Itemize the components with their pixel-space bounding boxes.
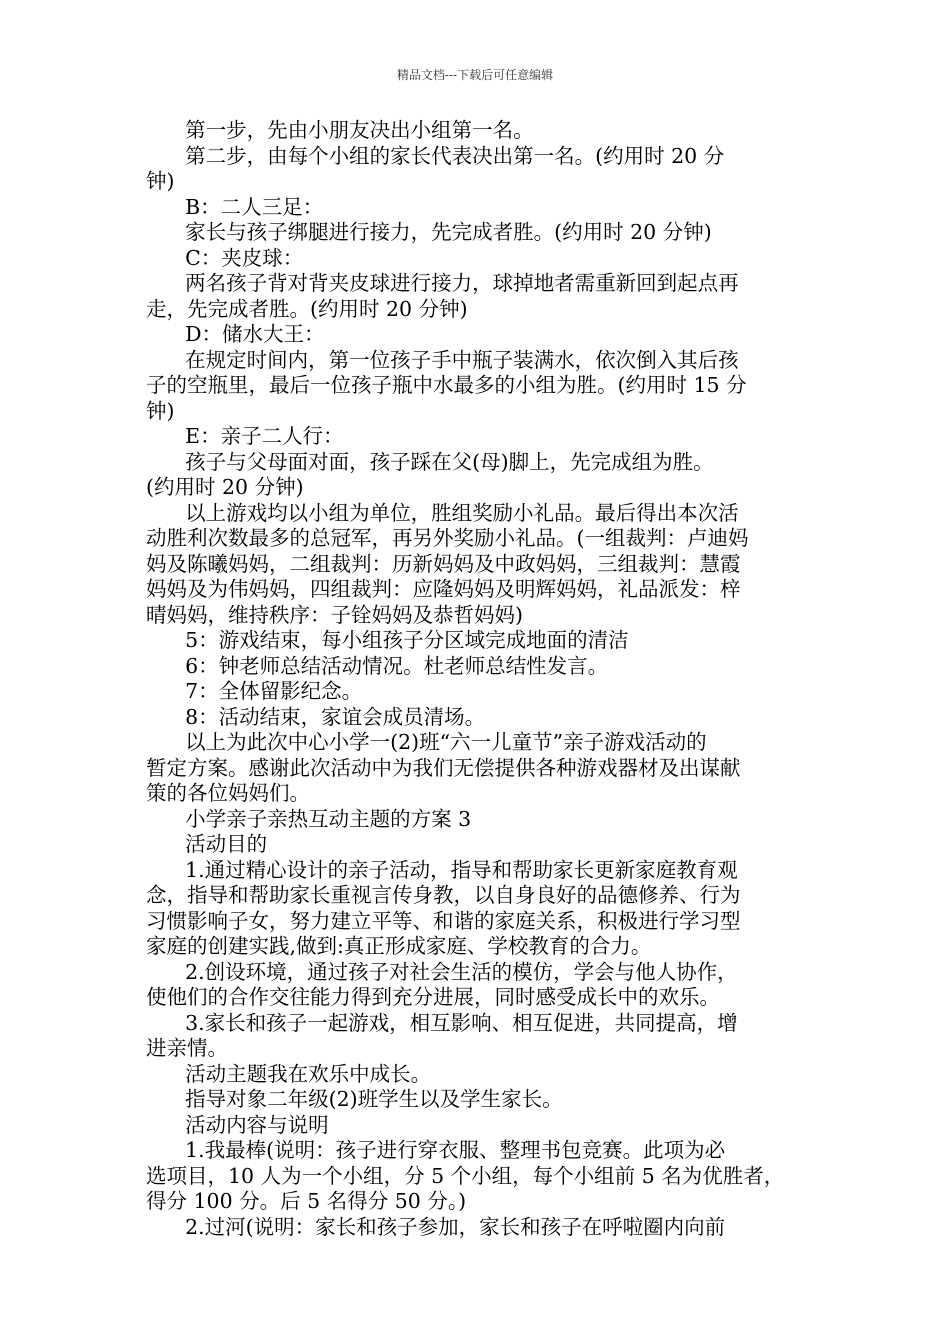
text-line: D：储水大王： — [146, 322, 325, 346]
text-line: 钟) — [146, 169, 175, 193]
text-line: 1.我最棒(说明：孩子进行穿衣服、整理书包竞赛。此项为必 — [146, 1138, 726, 1162]
text-line: 家庭的创建实践,做到:真正形成家庭、学校教育的合力。 — [146, 934, 652, 958]
text-line: 使他们的合作交往能力得到充分进展，同时感受成长中的欢乐。 — [146, 985, 720, 1009]
text-line: 进亲情。 — [146, 1036, 228, 1060]
text-line: 3.家长和孩子一起游戏，相互影响、相互促进，共同提高，增 — [146, 1010, 738, 1035]
text-line: 1.通过精心设计的亲子活动，指导和帮助家长更新家庭教育观 — [146, 857, 738, 882]
text-line: 5：游戏结束，每小组孩子分区域完成地面的清洁 — [146, 628, 629, 652]
text-line: 以上为此次中心小学一(2)班“六一儿童节”亲子游戏活动的 — [146, 730, 707, 754]
text-line: 8：活动结束，家谊会成员清场。 — [146, 704, 486, 729]
text-line: 以上游戏均以小组为单位，胜组奖励小礼品。最后得出本次活 — [146, 500, 739, 525]
text-line: 选项目，10 人为一个小组，分 5 个小组，每个小组前 5 名为优胜者， — [146, 1163, 785, 1188]
text-line: 妈妈及为伟妈妈，四组裁判：应隆妈妈及明辉妈妈，礼品派发：梓 — [146, 577, 741, 601]
text-line: 妈及陈曦妈妈，二组裁判：历新妈妈及中政妈妈，三组裁判：慧霞 — [146, 551, 741, 576]
text-line: 晴妈妈，维持秩序：子铨妈妈及恭哲妈妈) — [146, 602, 523, 627]
section-heading: 小学亲子亲热互动主题的方案 3 — [146, 806, 472, 831]
text-line: 2.过河(说明：家长和孩子参加，家长和孩子在呼啦圈内向前 — [146, 1214, 726, 1239]
text-line: 6：钟老师总结活动情况。杜老师总结性发言。 — [146, 653, 609, 678]
text-line: 走，先完成者胜。(约用时 20 分钟) — [146, 296, 468, 321]
text-line: 习惯影响子女，努力建立平等、和谐的家庭关系，积极进行学习型 — [146, 908, 741, 933]
text-line: 指导对象二年级(2)班学生以及学生家长。 — [146, 1087, 563, 1111]
text-line: 2.创设环境，通过孩子对社会生活的模仿，学会与他人协作， — [146, 959, 738, 984]
text-line: 在规定时间内，第一位孩子手中瓶子装满水，依次倒入其后孩 — [146, 347, 739, 372]
text-line: 家长与孩子绑腿进行接力，先完成者胜。(约用时 20 分钟) — [146, 220, 712, 244]
text-line: 活动目的 — [146, 832, 268, 856]
text-line: 暂定方案。感谢此次活动中为我们无偿提供各种游戏器材及出谋献 — [146, 755, 741, 780]
text-line: B：二人三足： — [146, 194, 324, 219]
text-line: (约用时 20 分钟) — [146, 475, 304, 499]
page-header: 精品文档---下载后可任意编辑 — [396, 68, 554, 82]
text-line: 活动主题我在欢乐中成长。 — [146, 1061, 432, 1086]
text-line: E：亲子二人行： — [146, 424, 344, 448]
text-line: 两名孩子背对背夹皮球进行接力，球掉地者需重新回到起点再 — [146, 271, 739, 295]
text-line: 7：全体留影纪念。 — [146, 679, 363, 703]
document-body — [146, 118, 806, 1240]
text-line: 孩子与父母面对面，孩子踩在父(母)脚上，先完成组为胜。 — [146, 449, 714, 474]
text-line: 策的各位妈妈们。 — [146, 781, 310, 805]
text-line: 动胜利次数最多的总冠军，再另外奖励小礼品。(一组裁判：卢迪妈 — [146, 526, 749, 550]
text-line: 第一步，先由小朋友决出小组第一名。 — [146, 118, 534, 142]
text-line: 得分 100 分。后 5 名得分 50 分。) — [146, 1189, 467, 1213]
text-line: C：夹皮球： — [146, 245, 304, 270]
text-line: 活动内容与说明 — [146, 1112, 329, 1137]
text-line: 第二步，由每个小组的家长代表决出第一名。(约用时 20 分 — [146, 143, 725, 168]
text-line: 念，指导和帮助家长重视言传身教，以自身良好的品德修养、行为 — [146, 883, 741, 907]
text-line: 子的空瓶里，最后一位孩子瓶中水最多的小组为胜。(约用时 15 分 — [146, 373, 747, 397]
text-line: 钟) — [146, 398, 175, 423]
